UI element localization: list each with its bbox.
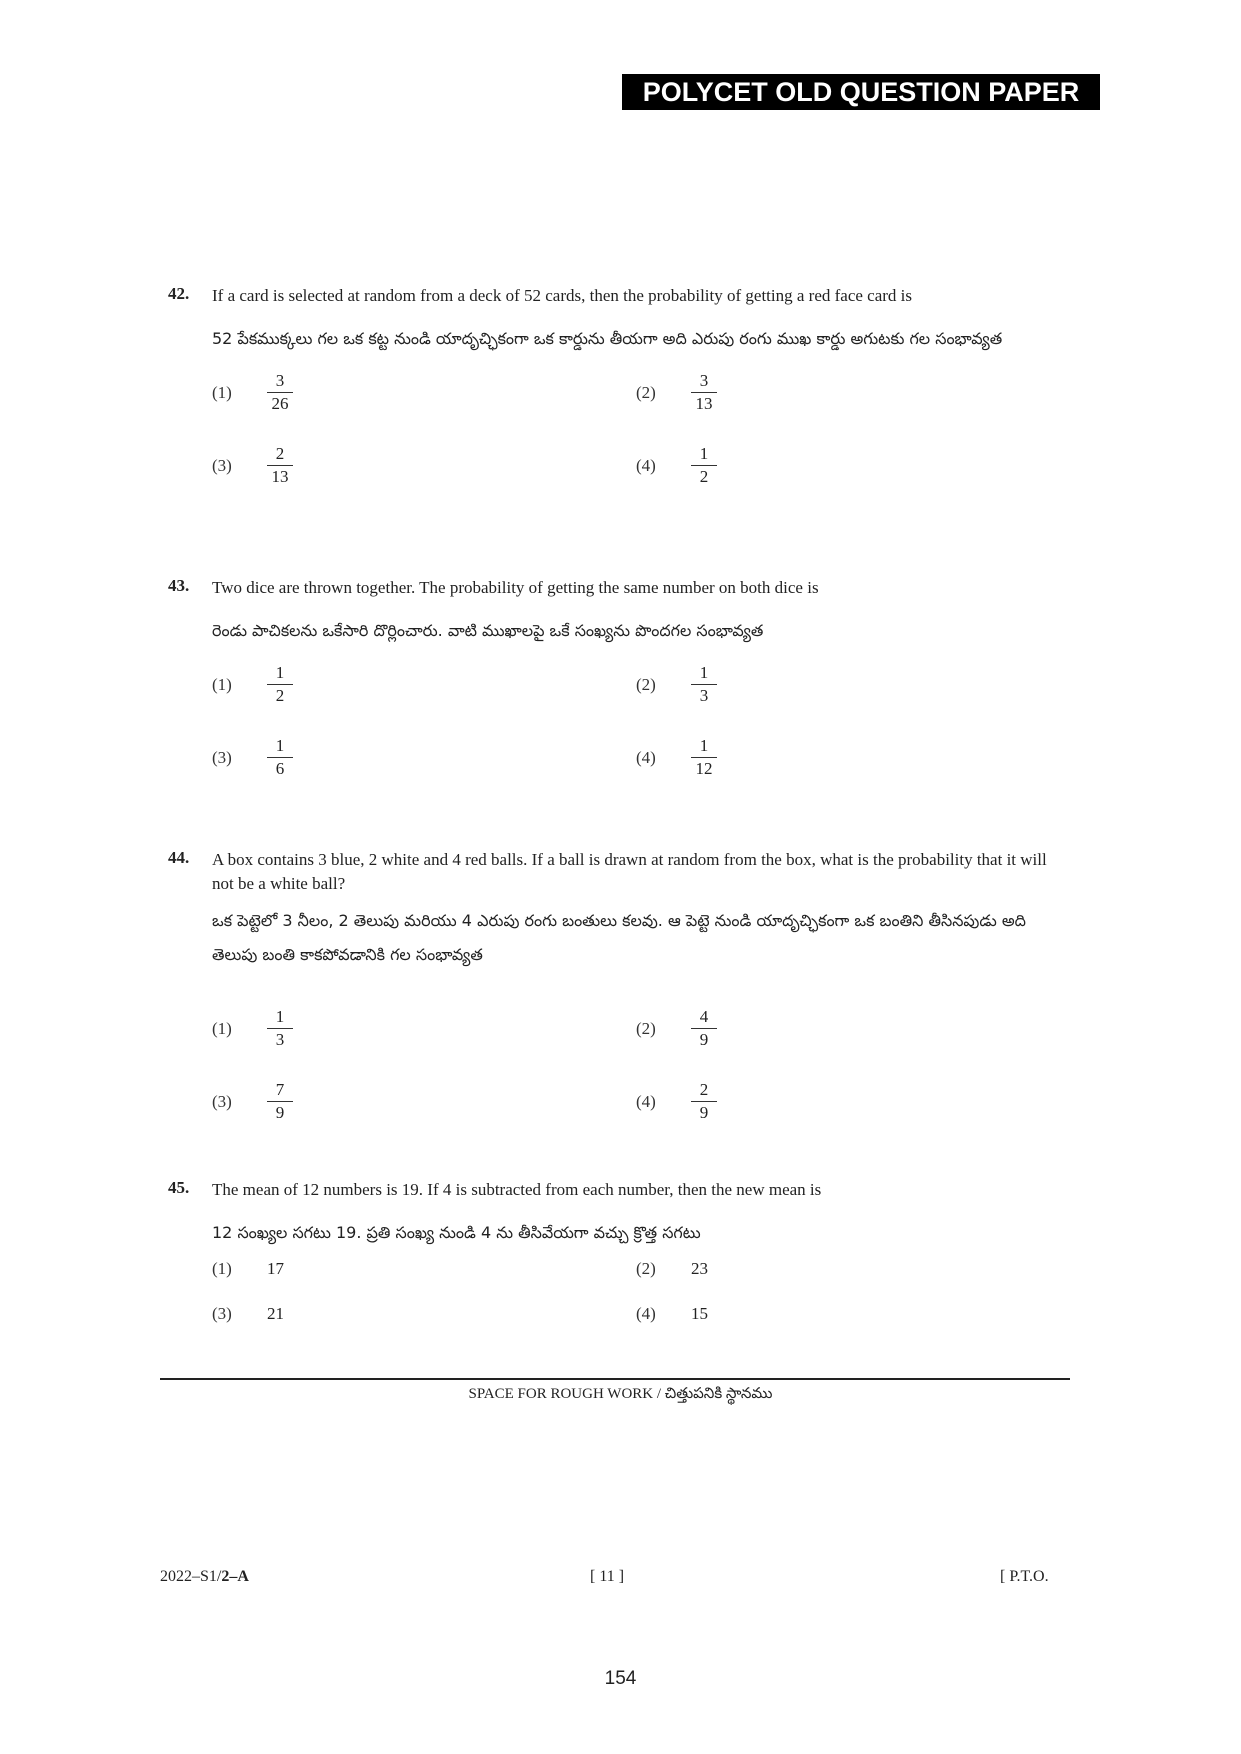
fraction (691, 370, 717, 415)
option-label: (3) (212, 747, 232, 767)
option-2[interactable] (636, 1006, 717, 1051)
option-label: (3) (212, 1091, 232, 1111)
question-text-telugu: రెండు పాచికలను ఒకేసారి దొర్లించారు. వాటి ముఖాలపై ఒకే సంఖ్యను పొందగల సంభావ్యత (212, 621, 764, 640)
question-text-telugu: 52 పేకముక్కలు గల ఒక కట్ట నుండి యాదృచ్ఛికంగా ఒక కార్డును తీయగా అది ఎరుపు రంగు ముఖ కార్డు అగుటకు గల సంభావ్యత (212, 329, 1003, 348)
fraction (267, 1079, 293, 1124)
fraction (267, 662, 293, 707)
denominator: 6 (275, 759, 285, 778)
option-3[interactable] (212, 1079, 293, 1124)
option-label: (3) (212, 455, 232, 475)
denominator: 9 (699, 1103, 709, 1122)
numerator: 3 (699, 371, 709, 390)
option-2[interactable] (636, 370, 717, 415)
option-1[interactable] (212, 1006, 293, 1051)
question-text-telugu: ఒక పెట్టెలో 3 నీలం, 2 తెలుపు మరియు 4 ఎరుపు రంగు బంతులు కలవు. ఆ పెట్టె నుండి యాదృచ్ఛికంగా ఒక బంతిని తీసినపుడు అది తెలుపు బంతి కాకపోవడానికి గల సంభావ్యత (212, 911, 1026, 964)
question-text-telugu: 12 సంఖ్యల సగటు 19. ప్రతి సంఖ్య నుండి 4 ను తీసివేయగా వచ్చు క్రొత్త సగటు (212, 1223, 701, 1242)
fraction (267, 735, 293, 780)
option-2[interactable] (636, 1258, 708, 1280)
numerator: 2 (699, 1080, 709, 1099)
question-text: The mean of 12 numbers is 19. If 4 is subtracted from each number, then the new mean is (212, 1180, 822, 1199)
rough-work-label: SPACE FOR ROUGH WORK / చిత్తుపనికి స్థానము (468, 1386, 773, 1402)
options (212, 1250, 1068, 1350)
option-3[interactable] (212, 1303, 284, 1325)
option-label: (4) (636, 1091, 656, 1111)
question-44 (168, 848, 1068, 1122)
option-label: (1) (212, 1259, 232, 1278)
fraction (691, 662, 717, 707)
fraction (691, 1079, 717, 1124)
numerator: 1 (699, 736, 709, 755)
question-number: 45. (168, 1178, 190, 1197)
denominator: 2 (699, 467, 709, 486)
question-text: A box contains 3 blue, 2 white and 4 red balls. If a ball is drawn at random from the box, what is the probability that it will not be a white ball? (212, 850, 1047, 893)
option-4[interactable] (636, 443, 717, 488)
options (212, 648, 1068, 788)
numerator: 1 (275, 1007, 285, 1026)
denominator: 26 (271, 394, 289, 413)
option-label: (1) (212, 382, 232, 402)
option-4[interactable] (636, 1303, 708, 1325)
question-number: 43. (168, 576, 190, 595)
numerator: 4 (699, 1007, 709, 1026)
paper-banner: POLYCET OLD QUESTION PAPER (622, 74, 1100, 110)
question-43 (168, 576, 1068, 788)
numerator: 1 (699, 444, 709, 463)
rough-work-divider (160, 1378, 1070, 1380)
option-3[interactable] (212, 443, 293, 488)
numerator: 7 (275, 1080, 285, 1099)
paper-code-prefix: 2022–S1/ (160, 1568, 222, 1585)
fraction (267, 1006, 293, 1051)
fraction (691, 1006, 717, 1051)
option-1[interactable] (212, 370, 293, 415)
numerator: 3 (275, 371, 285, 390)
option-1[interactable] (212, 1258, 284, 1280)
paper-code-set: 2–A (221, 1568, 249, 1585)
option-value: 21 (267, 1304, 284, 1323)
page-bracket: [ 11 ] (590, 1568, 625, 1585)
pto-label: [ P.T.O. (1000, 1568, 1049, 1585)
fraction (267, 370, 293, 415)
denominator: 3 (275, 1030, 285, 1049)
option-label: (2) (636, 382, 656, 402)
option-label: (1) (212, 1018, 232, 1038)
page-number: 154 (604, 1668, 637, 1689)
option-1[interactable] (212, 662, 293, 707)
denominator: 2 (275, 686, 285, 705)
numerator: 1 (699, 663, 709, 682)
denominator: 9 (275, 1103, 285, 1122)
option-label: (2) (636, 1018, 656, 1038)
options (212, 356, 1068, 496)
denominator: 9 (699, 1030, 709, 1049)
fraction (691, 735, 717, 780)
numerator: 1 (275, 736, 285, 755)
option-label: (4) (636, 747, 656, 767)
option-2[interactable] (636, 662, 717, 707)
denominator: 13 (271, 467, 289, 486)
option-4[interactable] (636, 735, 717, 780)
paper-code (160, 1568, 249, 1586)
option-value: 17 (267, 1259, 284, 1278)
question-text: If a card is selected at random from a deck of 52 cards, then the probability of getting a red face card is (212, 286, 913, 305)
option-value: 15 (691, 1304, 708, 1323)
fraction (691, 443, 717, 488)
option-label: (2) (636, 674, 656, 694)
question-number: 44. (168, 848, 190, 867)
option-label: (1) (212, 674, 232, 694)
fraction (267, 443, 293, 488)
denominator: 13 (695, 394, 713, 413)
option-label: (3) (212, 1304, 232, 1323)
question-42 (168, 284, 1068, 496)
option-label: (2) (636, 1259, 656, 1278)
option-label: (4) (636, 455, 656, 475)
options (212, 972, 1068, 1122)
denominator: 12 (695, 759, 713, 778)
option-3[interactable] (212, 735, 293, 780)
option-4[interactable] (636, 1079, 717, 1124)
option-value: 23 (691, 1259, 708, 1278)
question-45 (168, 1178, 1068, 1350)
numerator: 1 (275, 663, 285, 682)
denominator: 3 (699, 686, 709, 705)
question-number: 42. (168, 284, 190, 303)
numerator: 2 (275, 444, 285, 463)
question-text: Two dice are thrown together. The probability of getting the same number on both dice is (212, 578, 819, 597)
option-label: (4) (636, 1304, 656, 1323)
